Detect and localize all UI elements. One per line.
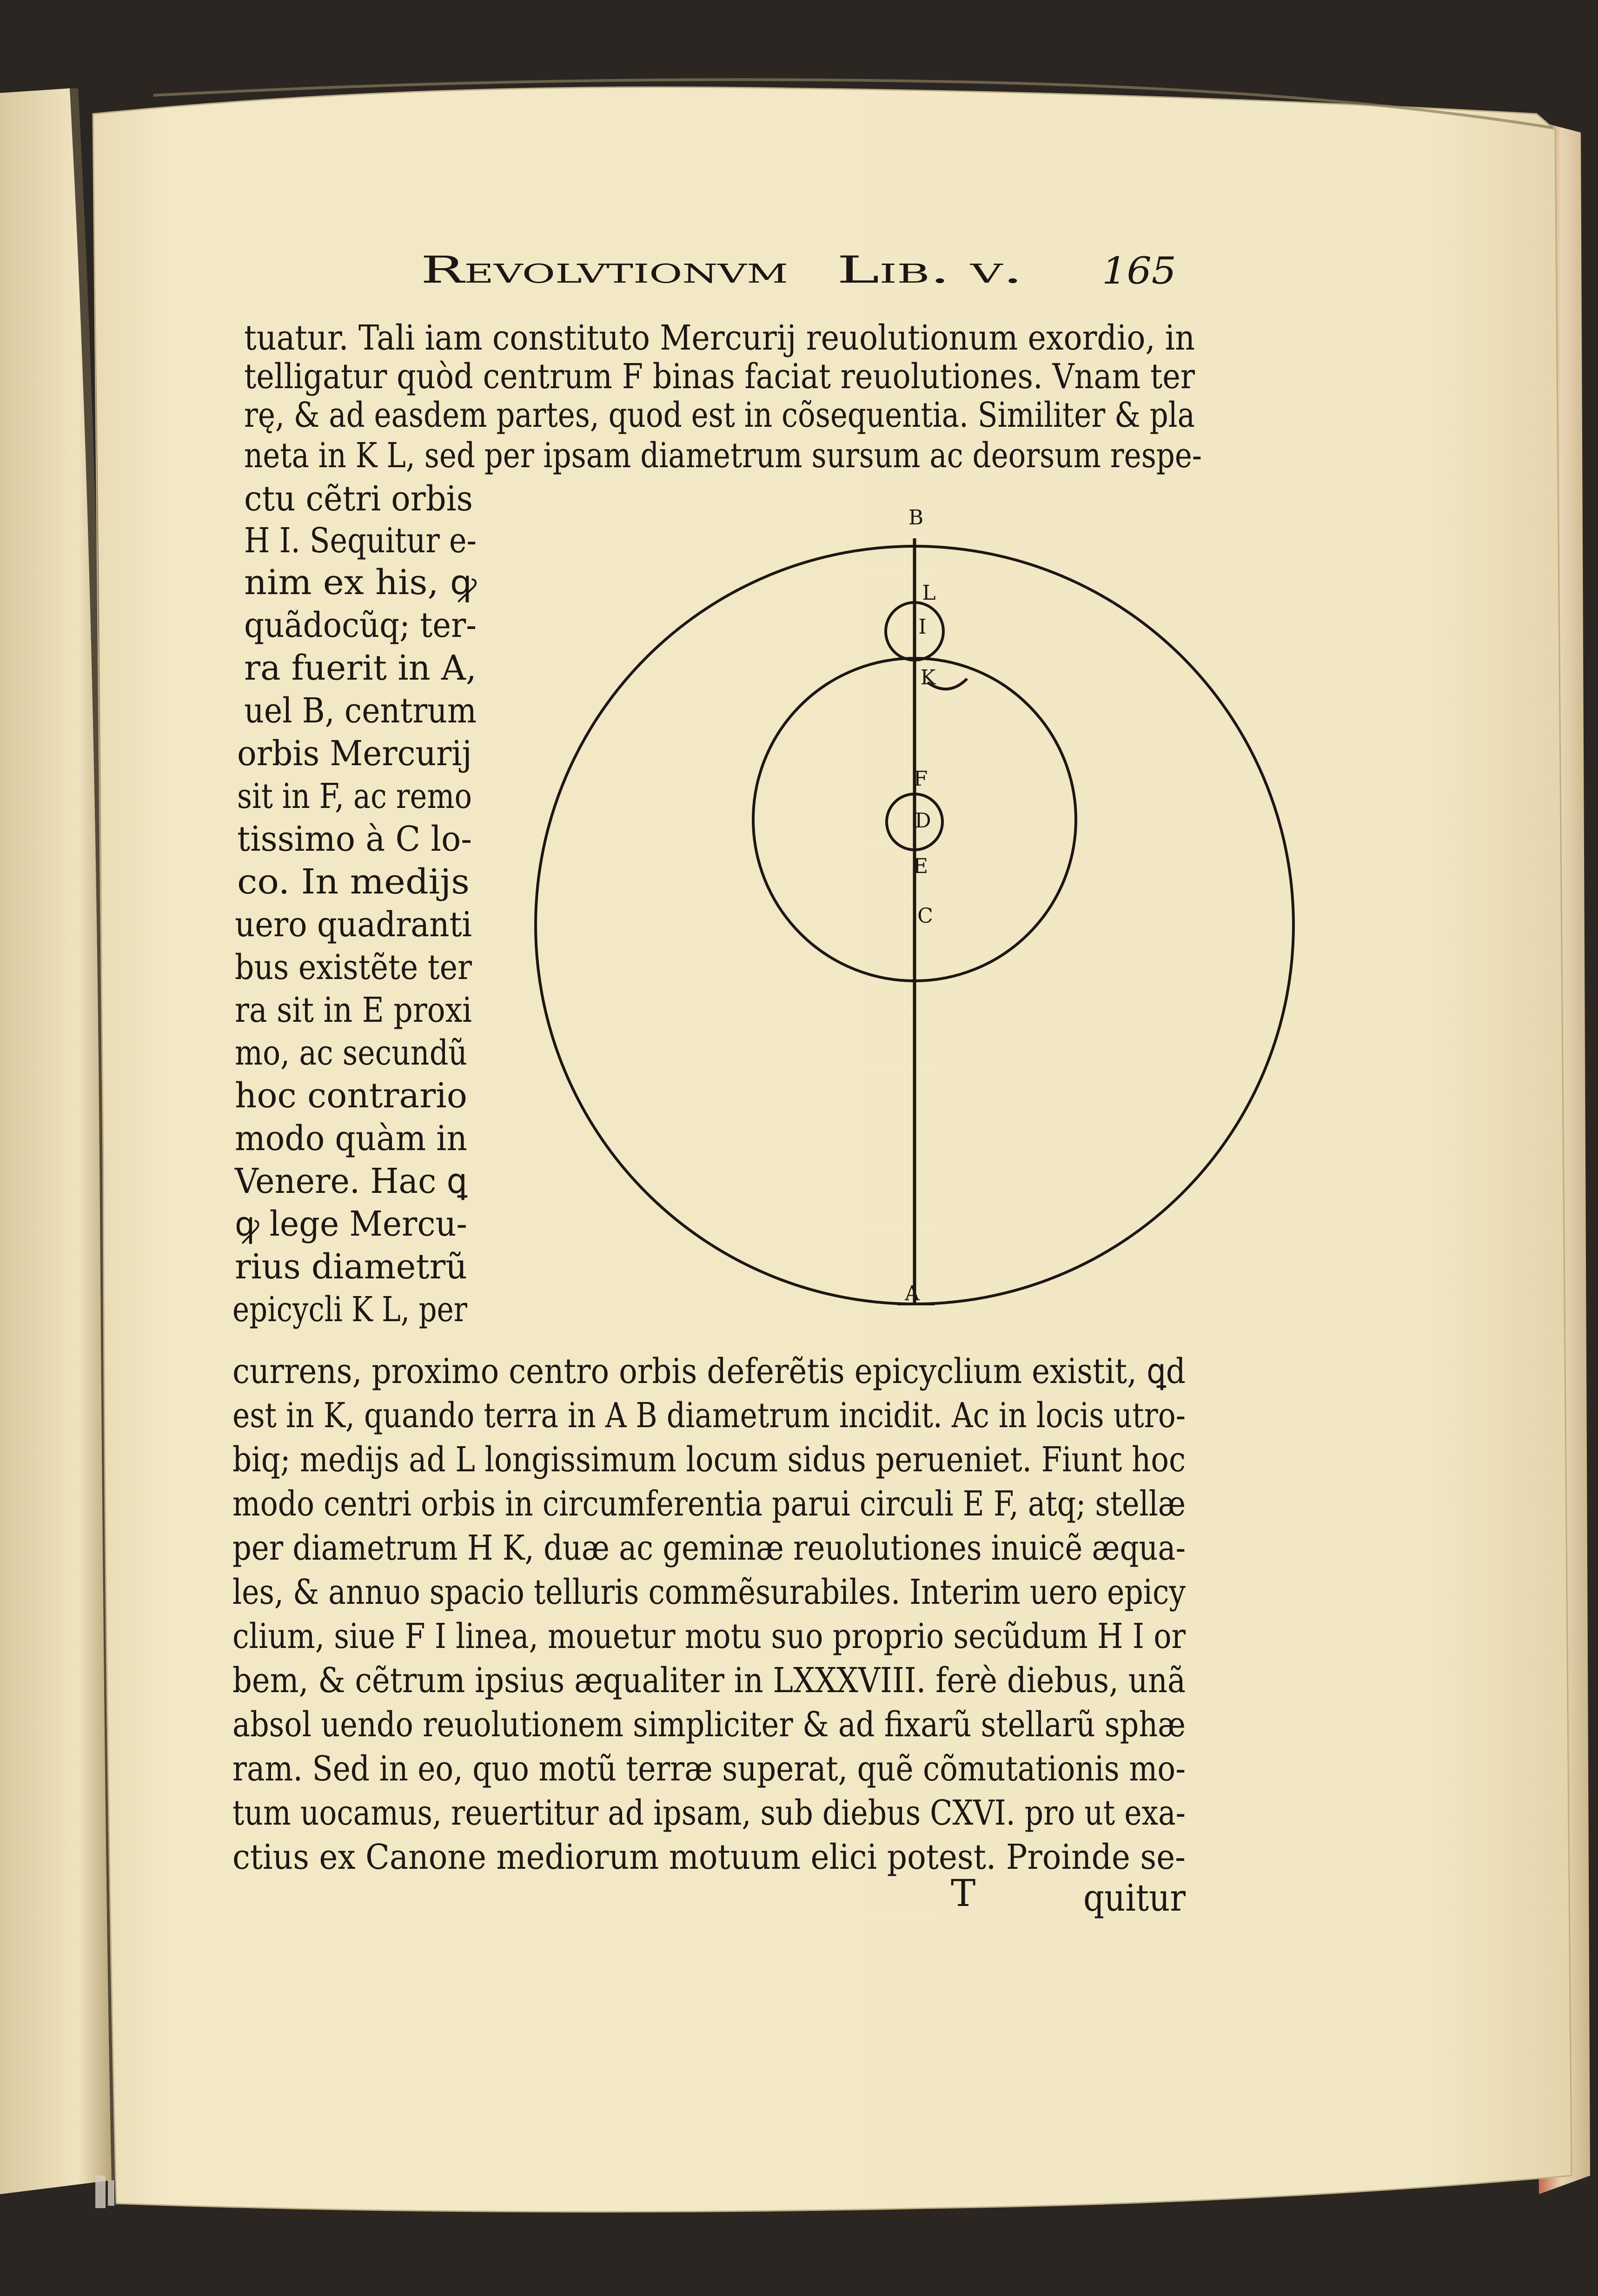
text-line: currens, proximo centro orbis deferẽtis epicyclium existit, ꝗd (232, 1351, 1186, 1391)
text-line: absol uendo reuolutionem simpliciter & ad fixarũ stellarũ sphæ (232, 1705, 1186, 1745)
binding-marks (95, 2176, 114, 2208)
column-line: nim ex his, ꝙ (244, 562, 470, 602)
text-line: neta in K L, sed per ipsam diametrum sursum ac deorsum respe- (244, 436, 1202, 476)
text-line: tum uocamus, reuertitur ad ipsam, sub diebus CXVI. pro ut exa- (232, 1793, 1186, 1833)
text-line: modo centri orbis in circumferentia parui circuli E F, atq; stellæ (232, 1484, 1186, 1524)
column-line: co. In medijs (237, 862, 470, 902)
column-line: ctu cẽtri orbis (244, 479, 473, 519)
binding-thread (108, 2180, 114, 2206)
book-number: Lib. v. (837, 248, 1023, 291)
label-k: K (920, 666, 936, 689)
text-block-top (244, 318, 1202, 476)
column-line: orbis Mercurij (237, 734, 472, 774)
text-line: ram. Sed in eo, quo motũ terræ superat, quẽ cõmutationis mo- (232, 1749, 1186, 1789)
label-d: D (915, 809, 931, 833)
column-line: ra sit in E proxi (235, 990, 472, 1030)
column-line: uel B, centrum (244, 691, 477, 731)
folio-number: 165 (1102, 249, 1176, 292)
label-i: I (918, 615, 927, 639)
column-line: bus existẽte ter (235, 947, 472, 987)
text-line: bem, & cẽtrum ipsius æqualiter in LXXXVIII. ferè diebus, unã (232, 1661, 1186, 1700)
column-line: sit in F, ac remo (237, 776, 472, 816)
column-line: rius diametrũ (235, 1247, 467, 1287)
column-line: hoc contrario (235, 1076, 467, 1116)
text-line: tuatur. Tali iam constituto Mercurij reuolutionum exordio, in (244, 318, 1195, 358)
column-line: quãdocũq; ter- (244, 605, 477, 645)
label-b: B (908, 506, 924, 529)
column-line: ra fuerit in A, (244, 648, 477, 688)
signature-mark: T (951, 1872, 976, 1915)
column-line: uero quadranti (235, 905, 472, 945)
label-f: F (913, 767, 928, 791)
text-line: ctius ex Canone mediorum motuum elici potest. Proinde se- (232, 1837, 1186, 1877)
column-line: H I. Sequitur e- (244, 521, 477, 561)
label-e: E (913, 854, 928, 878)
column-line: tissimo à C lo- (237, 819, 472, 859)
text-line: per diametrum H K, duæ ac geminæ reuolutiones inuicẽ æqua- (232, 1528, 1186, 1568)
catchword: quitur (1083, 1876, 1186, 1919)
label-c: C (917, 904, 933, 928)
text-line: telligatur quòd centrum F binas faciat reuolutiones. Vnam ter (244, 357, 1195, 397)
label-l: L (922, 581, 936, 605)
label-a: A (905, 1282, 920, 1305)
column-line: epicycli K L, per (232, 1290, 468, 1330)
text-line: rę, & ad easdem partes, quod est in cõsequentia. Similiter & pla (244, 395, 1195, 435)
text-line: les, & annuo spacio telluris commẽsurabiles. Interim uero epicy (232, 1572, 1186, 1612)
text-line: clium, siue F I linea, mouetur motu suo proprio secũdum H I or (232, 1616, 1186, 1656)
column-line: mo, ac secundũ (235, 1033, 467, 1073)
column-line: modo quàm in (235, 1118, 467, 1158)
text-line: est in K, quando terra in A B diametrum incidit. Ac in locis utro- (232, 1396, 1186, 1436)
running-title: Revolvtionvm (421, 248, 788, 291)
column-line: ꝙ lege Mercu- (235, 1204, 482, 1244)
text-line: biq; medijs ad L longissimum locum sidus perueniet. Fiunt hoc (232, 1440, 1186, 1480)
binding-thread (95, 2176, 106, 2208)
column-line: Venere. Hac ꝗ (234, 1161, 468, 1201)
